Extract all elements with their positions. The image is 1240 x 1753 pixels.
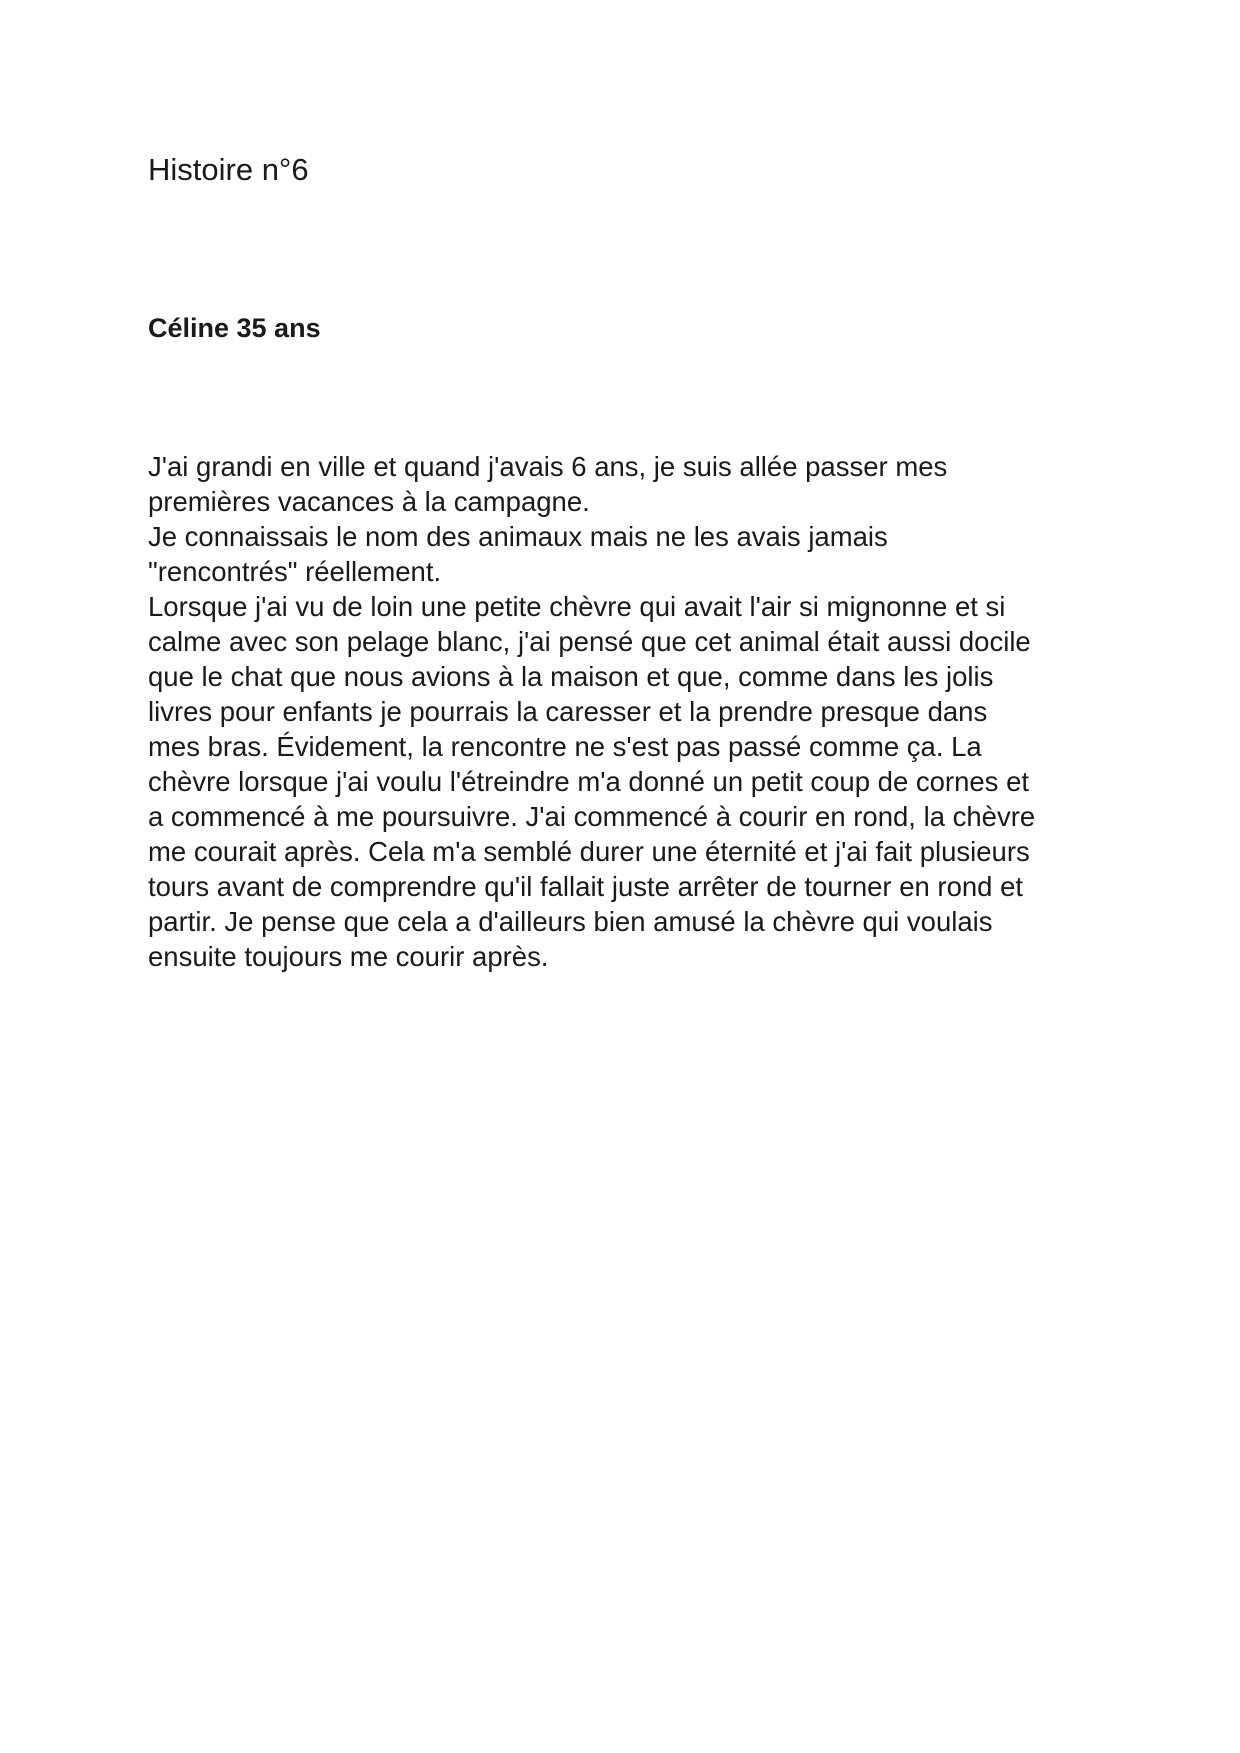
story-line: "rencontrés" réellement. bbox=[148, 556, 442, 587]
story-line: Je connaissais le nom des animaux mais ne les avais jamais bbox=[148, 521, 888, 552]
story-line: ensuite toujours me courir après. bbox=[148, 941, 549, 972]
story-line: tours avant de comprendre qu'il fallait juste arrêter de tourner en rond et bbox=[148, 871, 1024, 902]
story-line: premières vacances à la campagne. bbox=[148, 486, 590, 517]
document-title: Histoire n°6 bbox=[148, 152, 309, 187]
story-line: calme avec son pelage blanc, j'ai pensé que cet animal était aussi docile bbox=[148, 626, 1031, 657]
story-line: partir. Je pense que cela a d'ailleurs bien amusé la chèvre qui voulais bbox=[148, 906, 993, 937]
story-line: livres pour enfants je pourrais la caresser et la prendre presque dans bbox=[148, 696, 988, 727]
story-line: a commencé à me poursuivre. J'ai commencé à courir en rond, la chèvre bbox=[148, 801, 1036, 832]
story-line: J'ai grandi en ville et quand j'avais 6 ans, je suis allée passer mes bbox=[148, 451, 948, 482]
story-line: que le chat que nous avions à la maison et que, comme dans les jolis bbox=[148, 661, 994, 692]
story-body bbox=[148, 449, 1148, 974]
author-heading: Céline 35 ans bbox=[148, 313, 321, 343]
story-line: me courait après. Cela m'a semblé durer une éternité et j'ai fait plusieurs bbox=[148, 836, 1030, 867]
story-line: Lorsque j'ai vu de loin une petite chèvre qui avait l'air si mignonne et si bbox=[148, 591, 1006, 622]
story-line: mes bras. Évidement, la rencontre ne s'est pas passé comme ça. La bbox=[148, 731, 982, 762]
story-line: chèvre lorsque j'ai voulu l'étreindre m'a donné un petit coup de cornes et bbox=[148, 766, 1030, 797]
